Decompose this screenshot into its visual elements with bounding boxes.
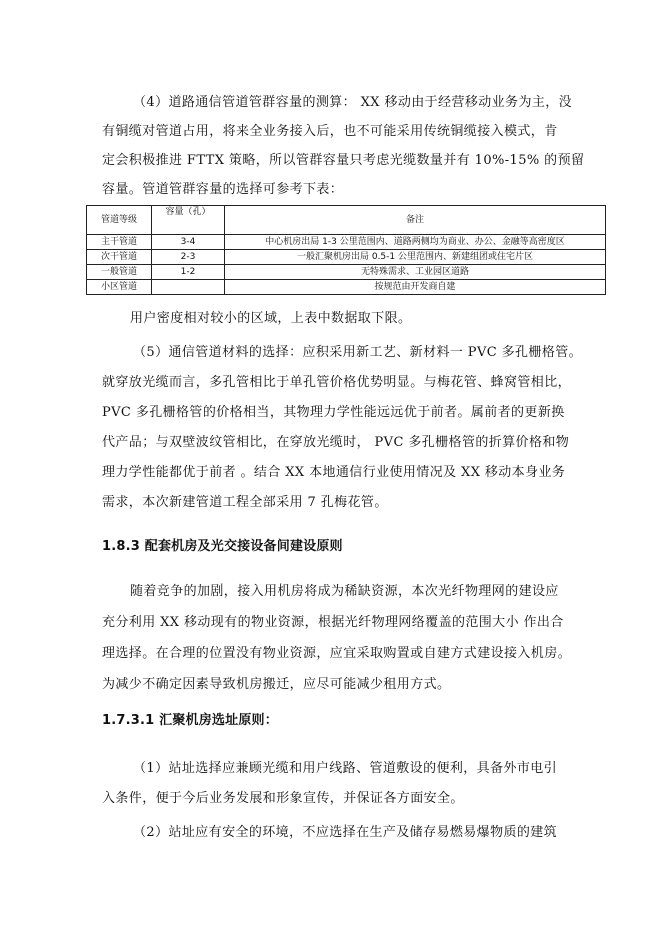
para6-line1: 随着竞争的加剧，接入用机房将成为稀缺资源，本次光纤物理网的建设应 bbox=[130, 584, 559, 599]
para5-line3: PVC 多孔栅格管的价格相当，其物理力学性能远远优于前者。属前者的更新换 bbox=[102, 405, 565, 420]
table-row bbox=[87, 235, 606, 250]
para4-line2: 有铜缆对管道占用，将来全业务接入后，也不可能采用传统铜缆接入模式，肯 bbox=[102, 124, 558, 139]
para5-line6: 需求，本次新建管道工程全部采用 7 孔梅花管。 bbox=[102, 495, 388, 510]
after-table-note: 用户密度相对较小的区域，上表中数据取下限。 bbox=[130, 311, 412, 326]
cell-grade: 一般管道 bbox=[87, 265, 152, 280]
cell-capacity bbox=[152, 280, 225, 295]
header-grade: 管道等级 bbox=[87, 206, 152, 235]
pipe-capacity-table bbox=[86, 205, 606, 295]
para5-line4: 代产品；与双壁波纹管相比，在穿放光缆时， PVC 多孔栅格管的折算价格和物 bbox=[102, 435, 570, 450]
para6-line4: 为减少不确定因素导致机房搬迁，应尽可能减少租用方式。 bbox=[102, 677, 451, 692]
cell-grade: 主干管道 bbox=[87, 235, 152, 250]
cell-remark: 中心机房出局 1-3 公里范围内、道路两侧均为商业、办公、金融等高密度区 bbox=[225, 235, 606, 250]
para6-line3: 理选择。在合理的位置没有物业资源，应宜采取购置或自建方式建设接入机房。 bbox=[102, 646, 572, 661]
para5-line5: 理力学性能都优于前者 。结合 XX 本地通信行业使用情况及 XX 移动本身业务 bbox=[102, 465, 566, 480]
cell-remark: 一般汇聚机房出局 0.5-1 公里范围内、新建组团或住宅片区 bbox=[225, 250, 606, 265]
para5-line1: （5）通信管道材料的选择：应积采用新工艺、新材料一 PVC 多孔栅格管。 bbox=[133, 345, 583, 360]
section-heading-1-7-3-1: 1.7.3.1 汇聚机房选址原则： bbox=[102, 713, 278, 728]
table-row bbox=[87, 265, 606, 280]
para4-line3: 定会积极推进 FTTX 策略，所以管群容量只考虑光缆数量并有 10%-15% 的预留 bbox=[102, 153, 585, 168]
cell-capacity: 1-2 bbox=[152, 265, 225, 280]
cell-grade: 次干管道 bbox=[87, 250, 152, 265]
para5-line2: 就穿放光缆而言，多孔管相比于单孔管价格优势明显。与梅花管、蜂窝管相比， bbox=[102, 375, 572, 390]
para7-line2: 入条件，便于今后业务发展和形象宣传，并保证各方面安全。 bbox=[102, 791, 464, 806]
table-row bbox=[87, 280, 606, 295]
para6-line2: 充分利用 XX 移动现有的物业资源，根据光纤物理网络覆盖的范围大小 作出合 bbox=[102, 615, 564, 630]
para7-line1: （1）站址选择应兼顾光缆和用户线路、管道敷设的便利，具备外市电引 bbox=[133, 761, 558, 776]
cell-capacity: 2-3 bbox=[152, 250, 225, 265]
para4-line1: （4）道路通信管道管群容量的测算： XX 移动由于经营移动业务为主，没 bbox=[133, 95, 573, 110]
table-row bbox=[87, 250, 606, 265]
table-header-row bbox=[87, 206, 606, 235]
para8-line1: （2）站址应有安全的环境，不应选择在生产及储存易燃易爆物质的建筑 bbox=[133, 825, 558, 840]
cell-remark: 无特殊需求、工业园区道路 bbox=[225, 265, 606, 280]
header-capacity: 容量（孔） bbox=[152, 206, 225, 235]
cell-capacity: 3-4 bbox=[152, 235, 225, 250]
section-heading-1-8-3: 1.8.3 配套机房及光交接设备间建设原则 bbox=[102, 539, 343, 554]
cell-grade: 小区管道 bbox=[87, 280, 152, 295]
cell-remark: 按规范由开发商自建 bbox=[225, 280, 606, 295]
para4-line4: 容量。管道管群容量的选择可参考下表： bbox=[102, 182, 344, 197]
header-remark: 备注 bbox=[225, 206, 606, 235]
